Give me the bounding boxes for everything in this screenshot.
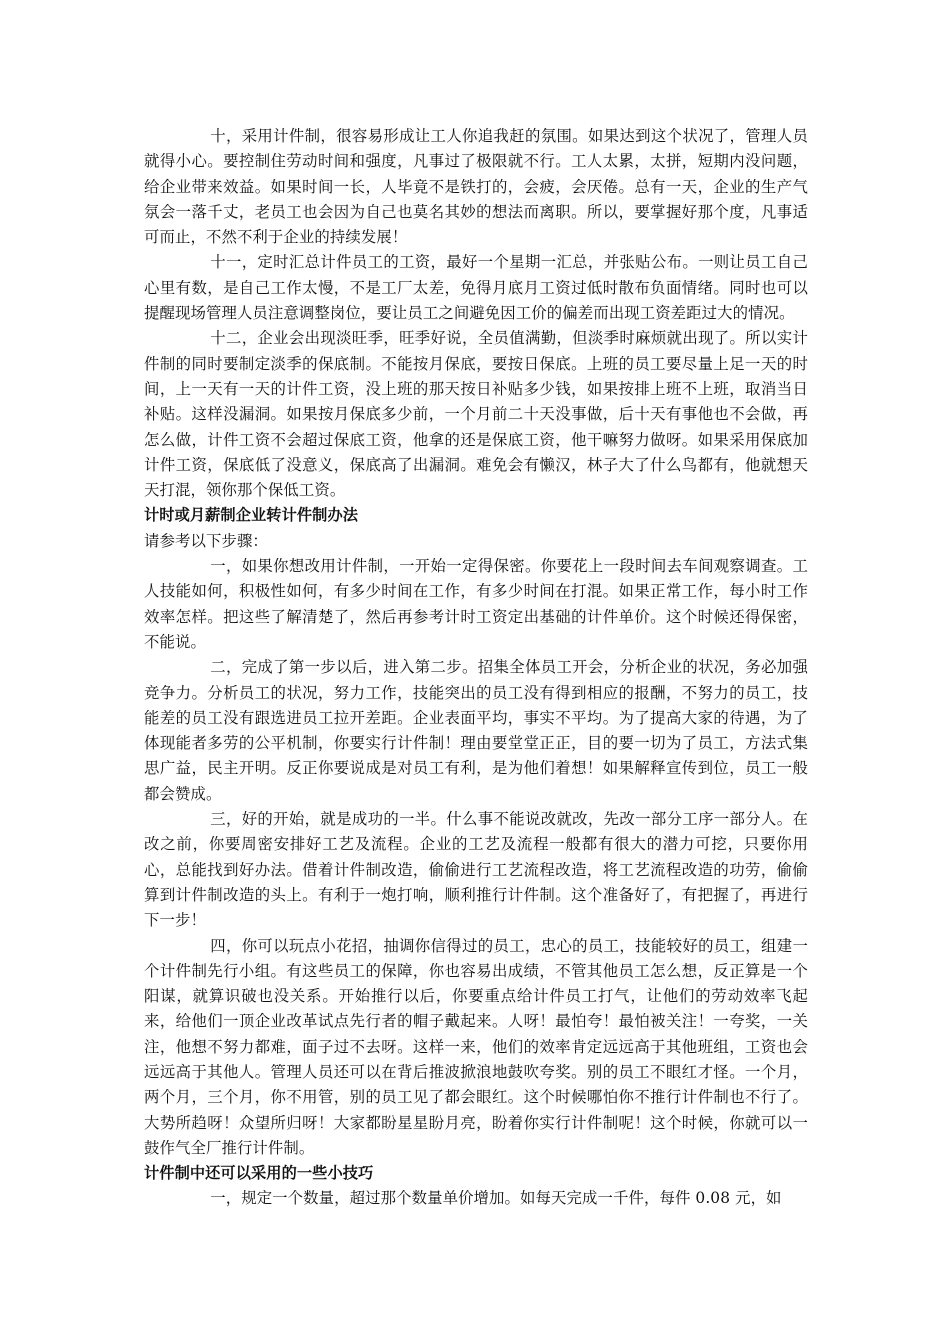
step-three: 三，好的开始，就是成功的一半。什么事不能说改就改，先改一部分工序一部分人。在改之前，你要周密安排好工艺及流程。企业的工艺及流程一般都有很大的潜力可挖，只要你用心，总能找到好办法。借着计件制改造，偷偷进行工艺流程改造，将工艺流程改造的功劳，偷偷算到计件制改造的头上。有利于一炮打响，顺利推行计件制。这个准备好了，有把握了，再进行下一步！ [144, 810, 808, 930]
step-one: 一，如果你想改用计件制，一开始一定得保密。你要花上一段时间去车间观察调查。工人技能如何，积极性如何，有多少时间在工作，有多少时间在打混。如果正常工作，每小时工作效率怎样。把这些了解清楚了，然后再参考计时工资定出基础的计件单价。这个时候还得保密，不能说。 [144, 557, 808, 651]
document-body [144, 124, 808, 1212]
section-heading-conversion: 计时或月薪制企业转计件制办法 [144, 506, 359, 525]
section-heading-tips: 计件制中还可以采用的一些小技巧 [144, 1164, 374, 1183]
steps-intro: 请参考以下步骤： [144, 531, 268, 550]
step-four: 四，你可以玩点小花招，抽调你信得过的员工，忠心的员工，技能较好的员工，组建一个计件制先行小组。有这些员工的保障，你也容易出成绩，不管其他员工怎么想，反正算是一个阳谋，就算识破也没关系。开始推行以后，你要重点给计件员工打气，让他们的劳动效率飞起来，给他们一顶企业改革试点先行者的帽子戴起来。人呀！最怕夸！最怕被关注！一夸奖，一关注，他想不努力都难，面子过不去呀。这样一来，他们的效率肯定远远高于其他班组，工资也会远远高于其他人。管理人员还可以在背后推波掀浪地鼓吹夸奖。别的员工不眼红才怪。一个月，两个月，三个月，你不用管，别的员工见了都会眼红。这个时候哪怕你不推行计件制也不行了。大势所趋呀！众望所归呀！大家都盼星星盼月亮，盼着你实行计件制呢！这个时候，你就可以一鼓作气全厂推行计件制。 [144, 936, 808, 1157]
paragraph-twelve: 十二，企业会出现淡旺季，旺季好说，全员值满勤，但淡季时麻烦就出现了。所以实计件制的同时要制定淡季的保底制。不能按月保底，要按日保底。上班的员工要尽量上足一天的时间，上一天有一天的计件工资，没上班的那天按日补贴多少钱，如果按排上班不上班，取消当日补贴。这样没漏洞。如果按月保底多少前，一个月前二十天没事做，后十天有事他也不会做，再怎么做，计件工资不会超过保底工资，他拿的还是保底工资，他干嘛努力做呀。如果采用保底加计件工资，保底低了没意义，保底高了出漏洞。难免会有懒汉，林子大了什么鸟都有，他就想天天打混，领你那个保低工资。 [144, 329, 808, 500]
paragraph-ten: 十，采用计件制，很容易形成让工人你追我赶的氛围。如果达到这个状况了，管理人员就得小心。要控制住劳动时间和强度，凡事过了极限就不行。工人太累，太拼，短期内没问题，给企业带来效益。如果时间一长，人毕竟不是铁打的，会疲，会厌倦。总有一天，企业的生产气氛会一落千丈，老员工也会因为自己也莫名其妙的想法而离职。所以，要掌握好那个度，凡事适可而止，不然不利于企业的持续发展！ [144, 127, 808, 247]
tip-one: 一，规定一个数量，超过那个数量单价增加。如每天完成一千件，每件 0.08 元，如 [210, 1189, 782, 1208]
step-two: 二，完成了第一步以后，进入第二步。招集全体员工开会，分析企业的状况，务必加强竞争力。分析员工的状况，努力工作，技能突出的员工没有得到相应的报酬，不努力的员工，技能差的员工没有跟选进员工拉开差距。企业表面平均，事实不平均。为了提高大家的待遇，为了体现能者多劳的公平机制，你要实行计件制！理由要堂堂正正，目的要一切为了员工，方法式集思广益，民主开明。反正你要说成是对员工有利，是为他们着想！如果解释宣传到位，员工一般都会赞成。 [144, 658, 808, 803]
paragraph-eleven: 十一，定时汇总计件员工的工资，最好一个星期一汇总，并张贴公布。一则让员工自己心里有数，是自己工作太慢，不是工厂太差，免得月底月工资过低时散布负面情绪。同时也可以提醒现场管理人员注意调整岗位，要让员工之间避免因工价的偏差而出现工资差距过大的情况。 [144, 253, 808, 323]
